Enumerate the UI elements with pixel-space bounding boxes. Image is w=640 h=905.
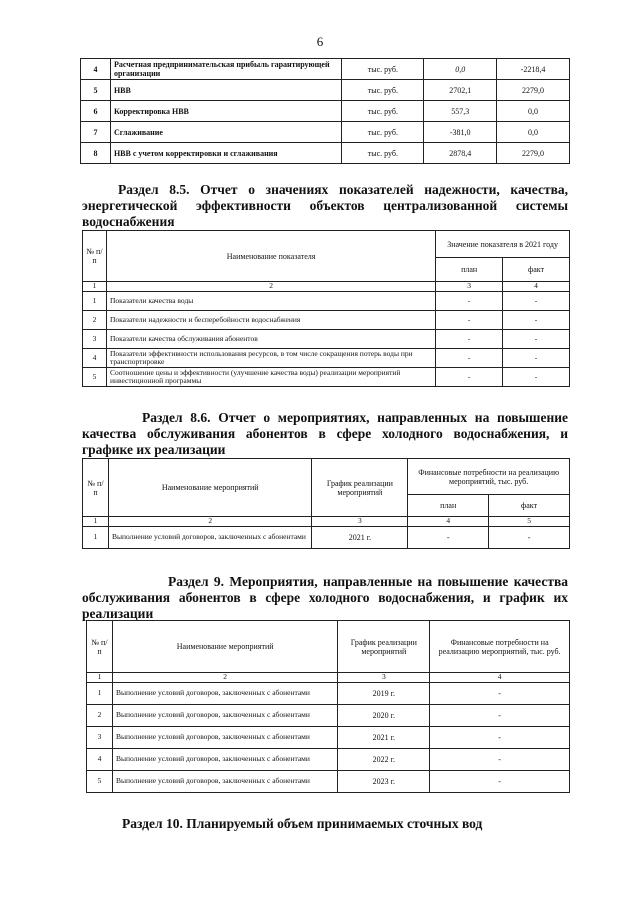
col-index: 1: [83, 517, 109, 527]
col-schedule-header: График реализации мероприятий: [338, 621, 430, 673]
row-fact: -: [503, 330, 570, 349]
row-number: 8: [81, 143, 111, 164]
row-number: 1: [83, 292, 107, 311]
section-9-line1: Раздел 9. Мероприятия, направленные на повышение качества: [168, 574, 568, 589]
table-row: [87, 727, 570, 749]
row-number: 5: [83, 368, 107, 387]
section-9-line3: реализации: [82, 606, 154, 621]
row-name: Выполнение условий договоров, заключенных с абонентами: [112, 683, 337, 705]
row-name: Выполнение условий договоров, заключенных с абонентами: [112, 749, 337, 771]
row-fact: 0,0: [497, 101, 570, 122]
row-plan: 0,0: [424, 59, 497, 80]
measures-report-table: [82, 458, 570, 549]
col-name-header: Наименование мероприятий: [108, 459, 312, 517]
row-plan: -: [436, 311, 503, 330]
section-8-6-line3: графике их реализации: [82, 442, 226, 457]
col-value-header: Значение показателя в 2021 году: [436, 231, 570, 258]
row-schedule: 2019 г.: [338, 683, 430, 705]
row-name: Показатели эффективности использования ресурсов, в том числе сокращения потерь воды при транспортировке: [106, 349, 435, 368]
row-fact: -: [489, 527, 570, 549]
row-number: 4: [83, 349, 107, 368]
col-index: 3: [312, 517, 408, 527]
row-name: НВВ с учетом корректировки и сглаживания: [110, 143, 342, 164]
col-index: 2: [106, 282, 435, 292]
table-row: [87, 771, 570, 793]
col-index: 4: [503, 282, 570, 292]
col-index: 2: [112, 673, 337, 683]
section-8-5-line1: Раздел 8.5. Отчет о значениях показателей надежности, качества,: [118, 182, 568, 197]
row-fact: -2218,4: [497, 59, 570, 80]
row-name: Выполнение условий договоров, заключенных с абонентами: [112, 727, 337, 749]
table-row: [83, 311, 570, 330]
financial-table: [80, 58, 570, 164]
row-name: Выполнение условий договоров, заключенных с абонентами: [108, 527, 312, 549]
col-num-header: № п/п: [83, 231, 107, 282]
row-unit: тыс. руб.: [342, 80, 424, 101]
row-plan: -: [436, 292, 503, 311]
table-row: [83, 349, 570, 368]
row-schedule: 2020 г.: [338, 705, 430, 727]
col-fact-header: факт: [503, 258, 570, 282]
section-8-5-line2: энергетической эффективности объектов централизованной системы: [82, 198, 568, 213]
row-unit: тыс. руб.: [342, 59, 424, 80]
section-9-heading: [82, 574, 568, 622]
row-unit: тыс. руб.: [342, 101, 424, 122]
row-name: Показатели надежности и бесперебойности водоснабжения: [106, 311, 435, 330]
row-name: Выполнение условий договоров, заключенных с абонентами: [112, 705, 337, 727]
col-schedule-header: График реализации мероприятий: [312, 459, 408, 517]
col-num-header: № п/п: [83, 459, 109, 517]
col-name-header: Наименование мероприятий: [112, 621, 337, 673]
table-row: [81, 80, 570, 101]
col-index: 2: [108, 517, 312, 527]
measures-plan-table: [86, 620, 570, 793]
col-finance-header: Финансовые потребности на реализацию мероприятий, тыс. руб.: [408, 459, 570, 495]
section-8-6-line1: Раздел 8.6. Отчет о мероприятиях, направленных на повышение: [142, 410, 568, 425]
row-finance: -: [430, 771, 570, 793]
row-number: 6: [81, 101, 111, 122]
row-unit: тыс. руб.: [342, 143, 424, 164]
row-plan: -: [408, 527, 489, 549]
col-index: 1: [83, 282, 107, 292]
row-finance: -: [430, 683, 570, 705]
row-name: Показатели качества обслуживания абонентов: [106, 330, 435, 349]
indicators-table: [82, 230, 570, 387]
col-index: 4: [430, 673, 570, 683]
row-plan: -: [436, 368, 503, 387]
row-number: 2: [83, 311, 107, 330]
row-number: 2: [87, 705, 113, 727]
col-plan-header: план: [408, 495, 489, 517]
row-number: 7: [81, 122, 111, 143]
row-schedule: 2021 г.: [338, 727, 430, 749]
row-number: 3: [83, 330, 107, 349]
row-number: 4: [81, 59, 111, 80]
row-finance: -: [430, 727, 570, 749]
row-schedule: 2023 г.: [338, 771, 430, 793]
row-fact: -: [503, 292, 570, 311]
col-fact-header: факт: [489, 495, 570, 517]
row-name: НВВ: [110, 80, 342, 101]
row-name: Показатели качества воды: [106, 292, 435, 311]
page-number: 6: [316, 34, 324, 49]
table-row: [87, 705, 570, 727]
row-unit: тыс. руб.: [342, 122, 424, 143]
col-num-header: № п/п: [87, 621, 113, 673]
table-row: [87, 683, 570, 705]
row-finance: -: [430, 749, 570, 771]
table-row: [81, 122, 570, 143]
row-finance: -: [430, 705, 570, 727]
row-number: 4: [87, 749, 113, 771]
table-row: [83, 527, 570, 549]
section-8-5-line3: водоснабжения: [82, 214, 175, 229]
table-row: [81, 59, 570, 80]
row-name: Соотношение цены и эффективности (улучшение качества воды) реализации мероприятий инвестиционной программы: [106, 368, 435, 387]
col-index: 3: [436, 282, 503, 292]
table-row: [83, 292, 570, 311]
row-name: Расчетная предпринимательская прибыль гарантирующей организации: [110, 59, 342, 80]
col-index: 1: [87, 673, 113, 683]
section-8-5-heading: [82, 182, 568, 230]
table-row: [83, 368, 570, 387]
row-plan: 557,3: [424, 101, 497, 122]
row-schedule: 2021 г.: [312, 527, 408, 549]
section-9-line2: обслуживания абонентов в сфере холодного водоснабжения, и график их: [82, 590, 568, 605]
col-index: 4: [408, 517, 489, 527]
col-plan-header: план: [436, 258, 503, 282]
row-plan: -: [436, 349, 503, 368]
row-plan: -381,0: [424, 122, 497, 143]
row-number: 5: [81, 80, 111, 101]
row-plan: 2702,1: [424, 80, 497, 101]
col-finance-header: Финансовые потребности на реализацию мероприятий, тыс. руб.: [430, 621, 570, 673]
row-name: Сглаживание: [110, 122, 342, 143]
col-name-header: Наименование показателя: [106, 231, 435, 282]
row-fact: -: [503, 311, 570, 330]
row-schedule: 2022 г.: [338, 749, 430, 771]
section-10-heading: [122, 816, 572, 832]
table-row: [81, 143, 570, 164]
section-8-6-heading: [82, 410, 568, 458]
row-fact: 2279,0: [497, 143, 570, 164]
section-8-6-line2: качества обслуживания абонентов в сфере холодного водоснабжения, и: [82, 426, 568, 441]
row-fact: -: [503, 349, 570, 368]
section-10-title: Раздел 10. Планируемый объем принимаемых сточных вод: [122, 816, 483, 831]
row-fact: -: [503, 368, 570, 387]
row-fact: 2279,0: [497, 80, 570, 101]
table-row: [81, 101, 570, 122]
row-plan: -: [436, 330, 503, 349]
col-index: 3: [338, 673, 430, 683]
table-row: [83, 330, 570, 349]
row-name: Выполнение условий договоров, заключенных с абонентами: [112, 771, 337, 793]
row-number: 1: [83, 527, 109, 549]
row-fact: 0,0: [497, 122, 570, 143]
col-index: 5: [489, 517, 570, 527]
row-number: 1: [87, 683, 113, 705]
row-number: 3: [87, 727, 113, 749]
row-number: 5: [87, 771, 113, 793]
table-row: [87, 749, 570, 771]
row-name: Корректировка НВВ: [110, 101, 342, 122]
row-plan: 2878,4: [424, 143, 497, 164]
